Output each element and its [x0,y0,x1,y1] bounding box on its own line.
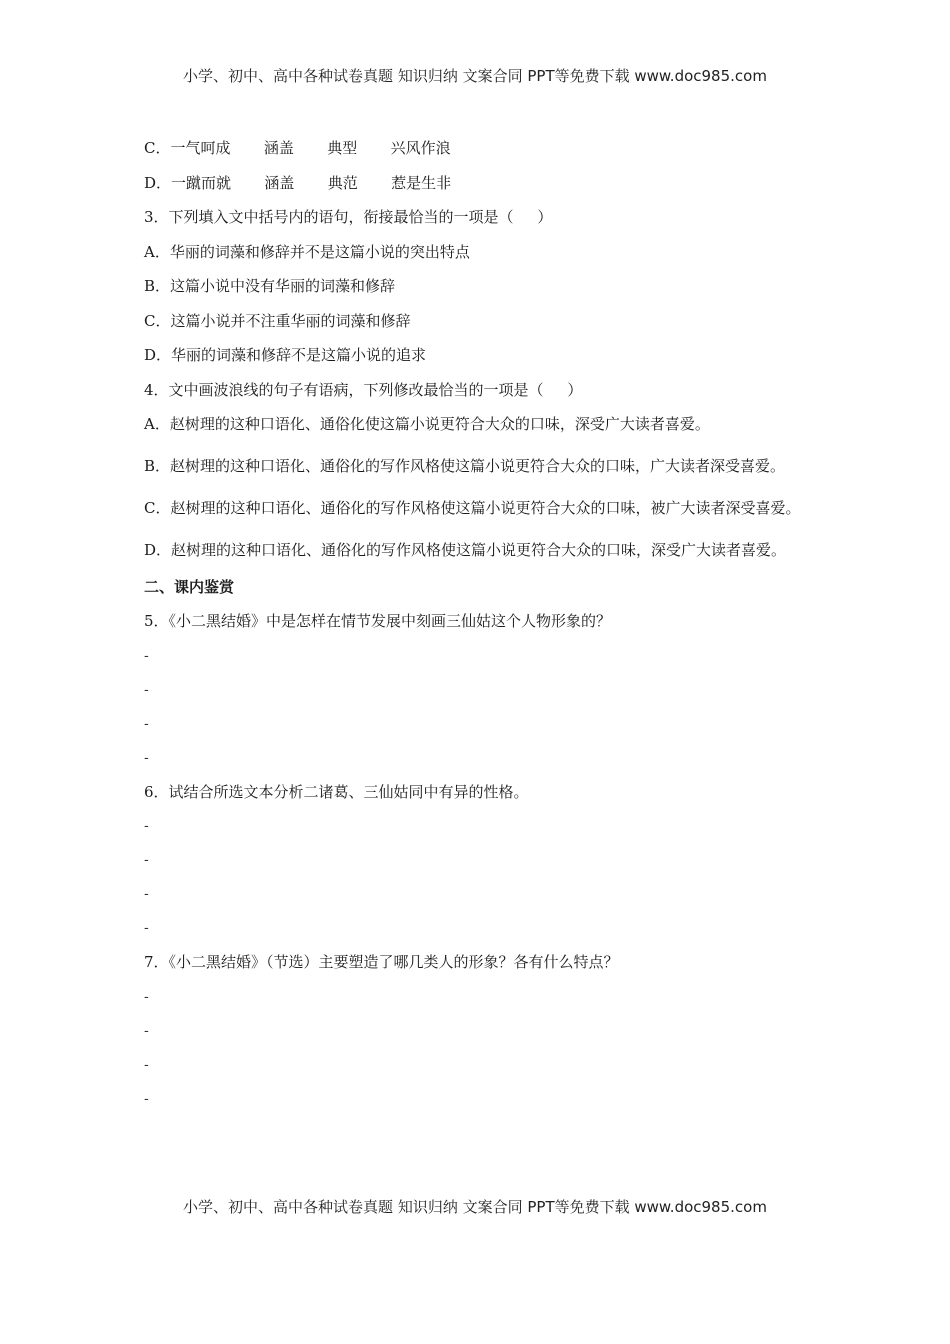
question-4-option-b: B．赵树理的这种口语化、通俗化的写作风格使这篇小说更符合大众的口味，广大读者深受喜爱。 [144,456,786,475]
question-5: 5．《小二黑结婚》中是怎样在情节发展中刻画三仙姑这个人物形象的？ [144,612,612,630]
answer-blank[interactable]: - [144,1022,149,1039]
page-header: 小学、初中、高中各种试卷真题 知识归纳 文案合同 PPT等免费下载 www.doc985.com [183,67,767,85]
question-4-option-c: C．赵树理的这种口语化、通俗化的写作风格使这篇小说更符合大众的口味，被广大读者深受喜爱。 [144,498,801,517]
option-d-words: D．一蹴而就 涵盖 典范 惹是生非 [144,173,452,192]
option-c-words: C．一气呵成 涵盖 典型 兴风作浪 [144,139,451,157]
answer-blank[interactable]: - [144,988,149,1005]
question-3-option-c: C．这篇小说并不注重华丽的词藻和修辞 [144,311,411,330]
answer-blank[interactable]: - [144,1056,149,1073]
question-7: 7．《小二黑结婚》（节选）主要塑造了哪几类人的形象？各有什么特点？ [144,953,619,971]
question-3-option-a: A．华丽的词藻和修辞并不是这篇小说的突出特点 [144,242,470,261]
page-footer: 小学、初中、高中各种试卷真题 知识归纳 文案合同 PPT等免费下载 www.doc985.com [183,1198,767,1216]
question-3-option-b: B．这篇小说中没有华丽的词藻和修辞 [144,277,396,295]
answer-blank[interactable]: - [144,715,149,732]
answer-blank[interactable]: - [144,886,149,902]
section-heading: 二、课内鉴赏 [144,577,235,596]
answer-blank[interactable]: - [144,818,149,834]
answer-blank[interactable]: - [144,852,149,868]
answer-blank[interactable]: - [144,749,149,766]
document-body [144,137,814,1122]
answer-blank[interactable]: - [144,647,149,664]
question-4: 4．文中画波浪线的句子有语病，下列修改最恰当的一项是（ ） [144,380,583,399]
question-6: 6．试结合所选文本分析二诸葛、三仙姑同中有异的性格。 [144,782,529,801]
question-3-option-d: D．华丽的词藻和修辞不是这篇小说的追求 [144,346,427,364]
question-4-option-a: A．赵树理的这种口语化、通俗化使这篇小说更符合大众的口味，深受广大读者喜爱。 [144,415,710,433]
answer-blank[interactable]: - [144,1090,149,1107]
question-4-option-d: D．赵树理的这种口语化、通俗化的写作风格使这篇小说更符合大众的口味，深受广大读者喜爱。 [144,540,787,559]
question-3: 3．下列填入文中括号内的语句，衔接最恰当的一项是（ ） [144,208,553,226]
answer-blank[interactable]: - [144,920,149,936]
answer-blank[interactable]: - [144,681,149,698]
